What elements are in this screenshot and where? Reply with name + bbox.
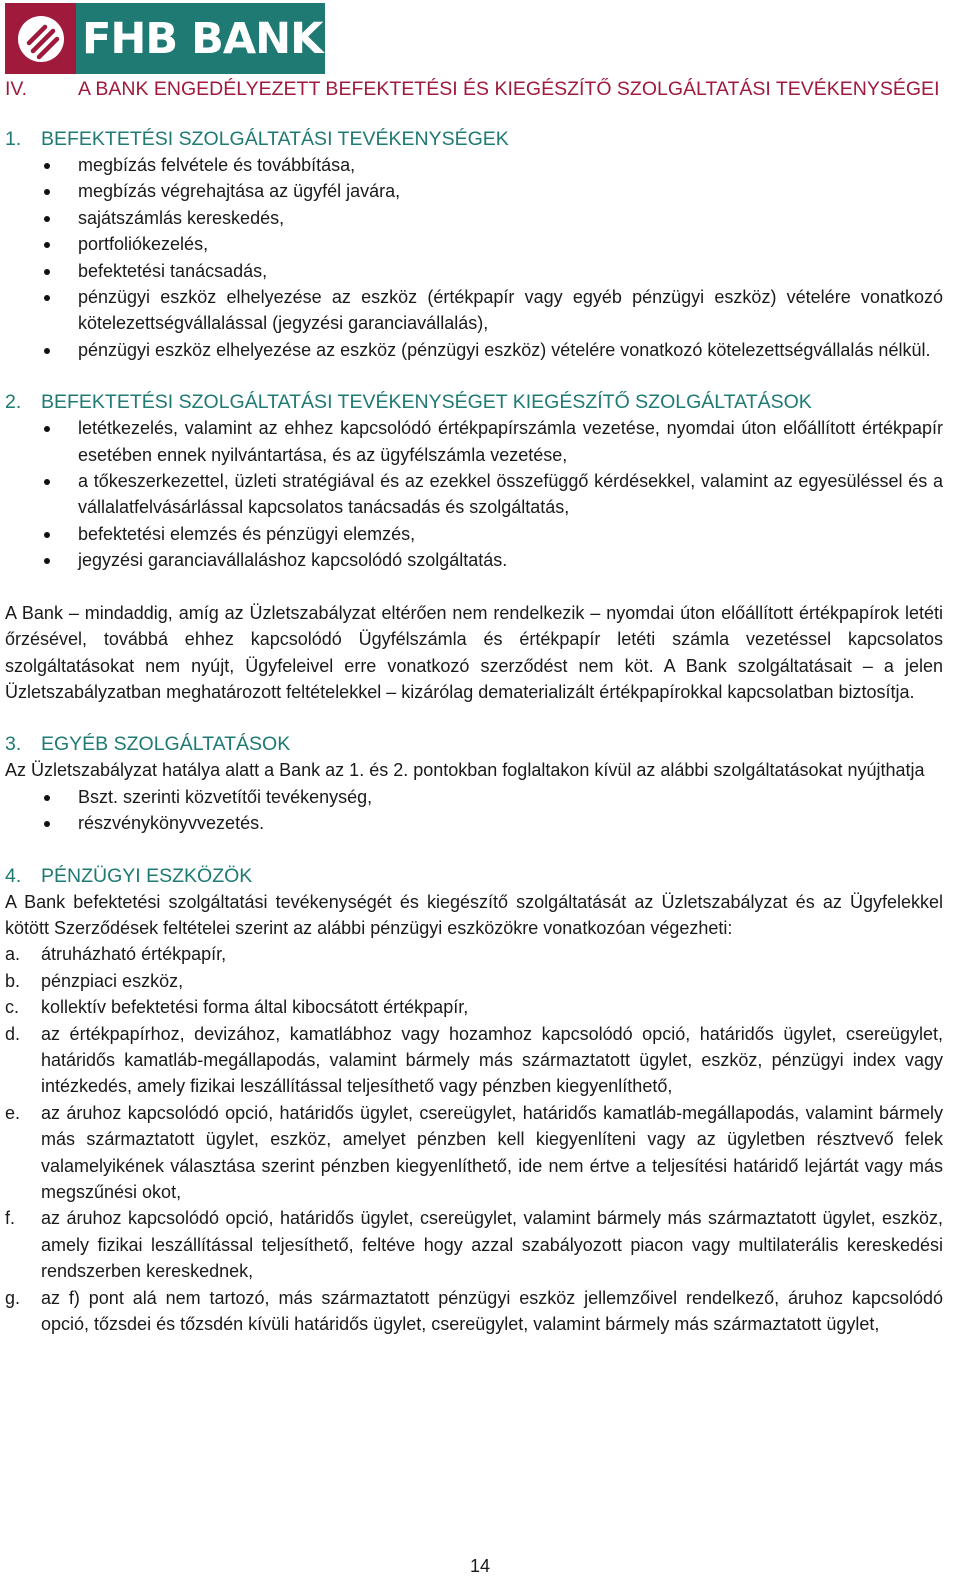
section-number: 1. xyxy=(5,128,22,150)
chapter-number: IV. xyxy=(5,78,28,100)
section-1-list xyxy=(5,152,943,363)
section-3-list xyxy=(5,784,943,837)
section-title: PÉNZÜGYI ESZKÖZÖK xyxy=(41,864,253,887)
list-item: Bszt. szerinti közvetítői tevékenység, xyxy=(5,784,943,810)
list-marker: e. xyxy=(5,1102,21,1123)
list-marker: c. xyxy=(5,997,20,1018)
section-4-list xyxy=(5,941,943,1337)
list-item-text: átruházható értékpapír, xyxy=(41,944,227,965)
list-item: pénzügyi eszköz elhelyezése az eszköz (értékpapír vagy egyéb pénzügyi eszköz) vételére vonatkozó kötelezettségvállalással (jegyzési garanciavállalás), xyxy=(5,284,943,337)
section-title: EGYÉB SZOLGÁLTATÁSOK xyxy=(41,733,291,756)
list-marker: b. xyxy=(5,970,21,991)
list-item: megbízás végrehajtása az ügyfél javára, xyxy=(5,178,943,204)
list-item-text: az értékpapírhoz, devizához, kamatlábhoz vagy hozamhoz kapcsolódó opció, határidős ügylet, csereügylet, határidős kamatláb-megállapodás, valamint bármely más származtatott ügylet, eszköz, pénzügyi index vagy intézkedés, amely fizikai leszállítással teljesíthető vagy pénzben kiegyenlíthető, xyxy=(41,1023,943,1097)
list-item: részvénykönyvvezetés. xyxy=(5,810,943,836)
list-item xyxy=(5,1205,943,1284)
list-item: megbízás felvétele és továbbítása, xyxy=(5,152,943,178)
list-item: letétkezelés, valamint az ehhez kapcsolódó értékpapírszámla vezetése, nyomdai úton előállított értékpapír esetében ennek nyilvántartása, és az ügyfélszámla vezetése, xyxy=(5,415,943,468)
section-number: 2. xyxy=(5,391,22,414)
section-number: 3. xyxy=(5,733,22,756)
list-item: befektetési tanácsadás, xyxy=(5,258,943,284)
section-title: BEFEKTETÉSI SZOLGÁLTATÁSI TEVÉKENYSÉGET KIEGÉSZÍTŐ SZOLGÁLTATÁSOK xyxy=(41,391,812,414)
list-item: pénzügyi eszköz elhelyezése az eszköz (pénzügyi eszköz) vételére vonatkozó kötelezettségvállalás nélkül. xyxy=(5,337,943,363)
section-number: 4. xyxy=(5,864,22,887)
chapter-heading xyxy=(5,78,945,101)
list-item: a tőkeszerkezettel, üzleti stratégiával és az ezekkel összefüggő kérdésekkel, valamint az egyesüléssel és a vállalatfelvásárlással kapcsolatos tanácsadás és szolgáltatás, xyxy=(5,468,943,521)
section-2-heading xyxy=(5,389,943,415)
section-3-heading xyxy=(5,731,943,757)
section-4-heading xyxy=(5,863,943,889)
list-item: befektetési elemzés és pénzügyi elemzés, xyxy=(5,521,943,547)
list-marker: d. xyxy=(5,1023,21,1044)
list-item-text: az áruhoz kapcsolódó opció, határidős ügylet, csereügylet, határidős kamatláb-megállapodás, valamint bármely más származtatott ügylet, eszköz, amelyet pénzben kell kiegyenlíteni vagy az ügyletben résztvevő felek valamelyikének választása szerint pénzben kiegyenlíthető, ide nem értve a teljesítési határidő lejártát vagy más megszűnési okot, xyxy=(41,1102,943,1202)
chapter-title: A BANK ENGEDÉLYEZETT BEFEKTETÉSI ÉS KIEGÉSZÍTŐ SZOLGÁLTATÁSI TEVÉKENYSÉGEI xyxy=(78,78,940,100)
section-title: BEFEKTETÉSI SZOLGÁLTATÁSI TEVÉKENYSÉGEK xyxy=(41,128,509,150)
list-item: jegyzési garanciavállaláshoz kapcsolódó szolgáltatás. xyxy=(5,547,943,573)
document-body xyxy=(5,126,943,1337)
bank-logo xyxy=(5,3,325,74)
section-1-heading xyxy=(5,126,943,152)
list-item xyxy=(5,1100,943,1206)
list-marker: f. xyxy=(5,1208,16,1229)
list-marker: a. xyxy=(5,944,21,965)
section-4-intro: A Bank befektetési szolgáltatási tevékenységét és kiegészítő szolgáltatását az Üzletszabályzat és az Ügyfelekkel kötött Szerződések feltételei szerint az alábbi pénzügyi eszközökre vonatkozóan végezheti: xyxy=(5,891,943,938)
list-item xyxy=(5,994,943,1020)
list-item xyxy=(5,1021,943,1100)
list-item-text: az f) pont alá nem tartozó, más származtatott pénzügyi eszköz jellemzőivel rendelkező, áruhoz kapcsolódó opció, tőzsdei és tőzsdén kívüli határidős ügylet, csereügylet, valamint bármely más származtatott ügylet, xyxy=(41,1287,943,1335)
list-marker: g. xyxy=(5,1287,21,1308)
section-2-paragraph: A Bank – mindaddig, amíg az Üzletszabályzat eltérően nem rendelkezik – nyomdai úton előállított értékpapírok letéti őrzésével, továbbá ehhez kapcsolódó Ügyfélszámla és értékpapír letéti számla vezetéssel kapcsolatos szolgáltatásokat nem nyújt, Ügyfeleivel erre vonatkozó szerződést nem köt. A Bank szolgáltatásait – a jelen Üzletszabályzatban meghatározott feltételekkel – kizárólag dematerializált értékpapírokkal kapcsolatban biztosítja. xyxy=(5,602,943,702)
page-number: 14 xyxy=(469,1556,491,1576)
list-item xyxy=(5,941,943,967)
list-item: portfoliókezelés, xyxy=(5,231,943,257)
section-3-intro: Az Üzletszabályzat hatálya alatt a Bank az 1. és 2. pontokban foglaltakon kívül az alábbi szolgáltatásokat nyújthatja xyxy=(5,760,925,781)
list-item-text: pénzpiaci eszköz, xyxy=(41,970,184,991)
list-item-text: az áruhoz kapcsolódó opció, határidős ügylet, csereügylet, valamint bármely más származtatott ügylet, eszköz, amely fizikai leszállítással teljesíthető, feltéve hogy azzal szabályozott piacon vagy multilaterális kereskedési rendszerben kereskednek, xyxy=(41,1208,943,1282)
list-item: sajátszámlás kereskedés, xyxy=(5,205,943,231)
section-2-list xyxy=(5,415,943,573)
list-item-text: kollektív befektetési forma által kibocsátott értékpapír, xyxy=(41,997,469,1018)
list-item xyxy=(5,1285,943,1338)
logo-mark-icon xyxy=(5,3,76,74)
list-item xyxy=(5,968,943,994)
logo-text: FHB BANK xyxy=(82,13,323,64)
